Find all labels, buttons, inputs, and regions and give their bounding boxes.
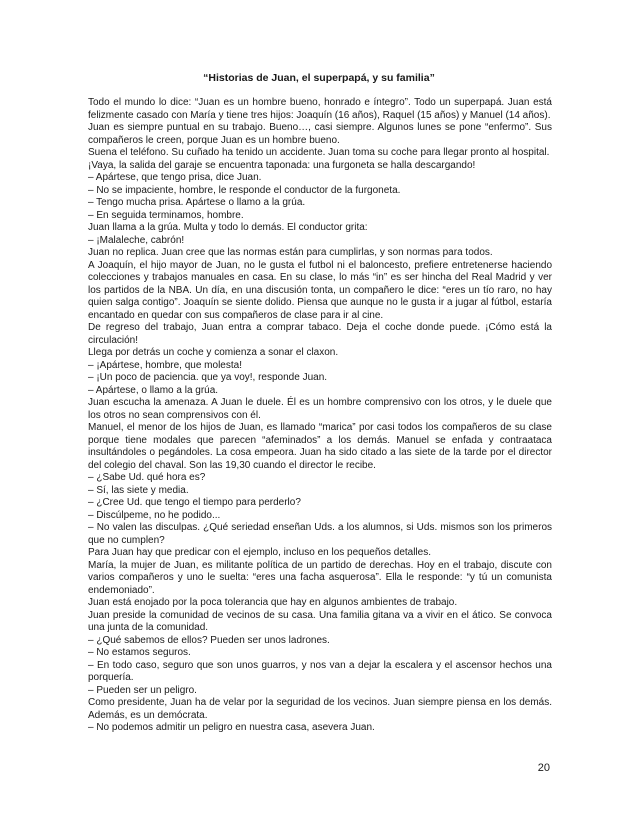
paragraph: Todo el mundo lo dice: “Juan es un hombre bueno, honrado e íntegro”. Todo un superpapá. Juan está felizmente casado con María y tiene tres hijos: Joaquín (16 años), Raquel (15 años) y Manuel (14 años). bbox=[88, 97, 552, 121]
paragraph: Suena el teléfono. Su cuñado ha tenido un accidente. Juan toma su coche para llegar pronto al hospital. bbox=[88, 147, 550, 158]
paragraph: Manuel, el menor de los hijos de Juan, es llamado “marica” por casi todos los compañeros de su clase porque tiene modales que parecen “afeminados” a los demás. Manuel se enfada y contraataca insultándoles o pegándoles. La cosa empeora. Juan ha sido citado a las siete de la tarde por el director del colegio del chaval. Son las 19,30 cuando el director le recibe. bbox=[88, 422, 552, 471]
paragraph: – No estamos seguros. bbox=[88, 647, 191, 658]
paragraph: – En todo caso, seguro que son unos guarros, y nos van a dejar la escalera y el ascensor hechos una porquería. bbox=[88, 659, 552, 683]
paragraph: – En seguida terminamos, hombre. bbox=[88, 209, 244, 221]
paragraph: – Apártese, o llamo a la grúa. bbox=[88, 384, 219, 396]
paragraph: María, la mujer de Juan, es militante política de un partido de derechas. Hoy en el trabajo, discute con varios compañeros y uno le suelta: “eres una facha asquerosa”. Ella le responde: “y tú un comunista endemoniado”. bbox=[88, 559, 552, 596]
paragraph: – Discúlpeme, no he podido... bbox=[88, 509, 221, 521]
paragraph: – Sí, las siete y media. bbox=[88, 484, 189, 496]
paragraph: Como presidente, Juan ha de velar por la seguridad de los vecinos. Juan siempre piensa en los demás. Además, es un demócrata. bbox=[88, 697, 552, 721]
paragraph: – Apártese, que tengo prisa, dice Juan. bbox=[88, 172, 262, 183]
paragraph: Llega por detrás un coche y comienza a sonar el claxon. bbox=[88, 347, 339, 358]
paragraph: – No podemos admitir un peligro en nuestra casa, asevera Juan. bbox=[88, 722, 375, 733]
paragraph: ¡Vaya, la salida del garaje se encuentra taponada: una furgoneta se halla descargando! bbox=[88, 159, 476, 171]
page-number: 20 bbox=[537, 762, 550, 774]
paragraph: – No valen las disculpas. ¿Qué seriedad enseñan Uds. a los alumnos, si Uds. mismos son los primeros que no cumplen? bbox=[88, 522, 552, 546]
paragraph: – ¿Cree Ud. que tengo el tiempo para perderlo? bbox=[88, 497, 301, 508]
paragraph: – ¡Malaleche, cabrón! bbox=[88, 234, 185, 246]
paragraph: – Tengo mucha prisa. Apártese o llamo a la grúa. bbox=[88, 197, 306, 208]
document-title: “Historias de Juan, el superpapá, y su familia” bbox=[203, 72, 435, 84]
paragraph: – Pueden ser un peligro. bbox=[88, 684, 197, 696]
paragraph: – ¿Qué sabemos de ellos? Pueden ser unos ladrones. bbox=[88, 634, 330, 646]
paragraph: Juan no replica. Juan cree que las normas están para cumplirlas, y son normas para todos. bbox=[88, 247, 493, 258]
paragraph: Juan está enojado por la poca tolerancia que hay en algunos ambientes de trabajo. bbox=[88, 597, 458, 608]
paragraph: Juan es siempre puntual en su trabajo. Bueno…, casi siempre. Algunos lunes se pone “enfermo”. Sus compañeros le creen, porque Juan es un hombre bueno. bbox=[88, 122, 552, 146]
paragraph: – ¿Sabe Ud. qué hora es? bbox=[88, 472, 206, 483]
paragraph: Juan escucha la amenaza. A Juan le duele. Él es un hombre comprensivo con los otros, y le duele que los otros no sean comprensivos con él. bbox=[88, 397, 552, 421]
paragraph: Para Juan hay que predicar con el ejemplo, incluso en los pequeños detalles. bbox=[88, 547, 431, 558]
paragraph: – ¡Apártese, hombre, que molesta! bbox=[88, 359, 242, 371]
paragraph: Juan preside la comunidad de vecinos de su casa. Una familia gitana va a vivir en el ático. Se convoca una junta de la comunidad. bbox=[88, 609, 552, 633]
paragraph: – ¡Un poco de paciencia. que ya voy!, responde Juan. bbox=[88, 372, 328, 383]
paragraph: Juan llama a la grúa. Multa y todo lo demás. El conductor grita: bbox=[88, 222, 368, 233]
paragraph: – No se impaciente, hombre, le responde el conductor de la furgoneta. bbox=[88, 184, 401, 196]
paragraph: De regreso del trabajo, Juan entra a comprar tabaco. Deja el coche donde puede. ¡Cómo está la circulación! bbox=[88, 322, 552, 346]
paragraph: A Joaquín, el hijo mayor de Juan, no le gusta el futbol ni el baloncesto, prefiere entretenerse haciendo colecciones y trabajos manuales en casa. En su clase, lo más “in” es ser hincha del Real Madrid y ver los partidos de la NBA. Un día, en una discusión tonta, un compañero le dice: “eres un tío raro, no hay quien salga contigo”. Joaquín se siente dolido. Piensa que aunque no le gusta ir a jugar al fútbol, estaría encantado en quedar con sus compañeros de clase para ir al cine. bbox=[88, 259, 552, 321]
document-body bbox=[88, 97, 552, 735]
